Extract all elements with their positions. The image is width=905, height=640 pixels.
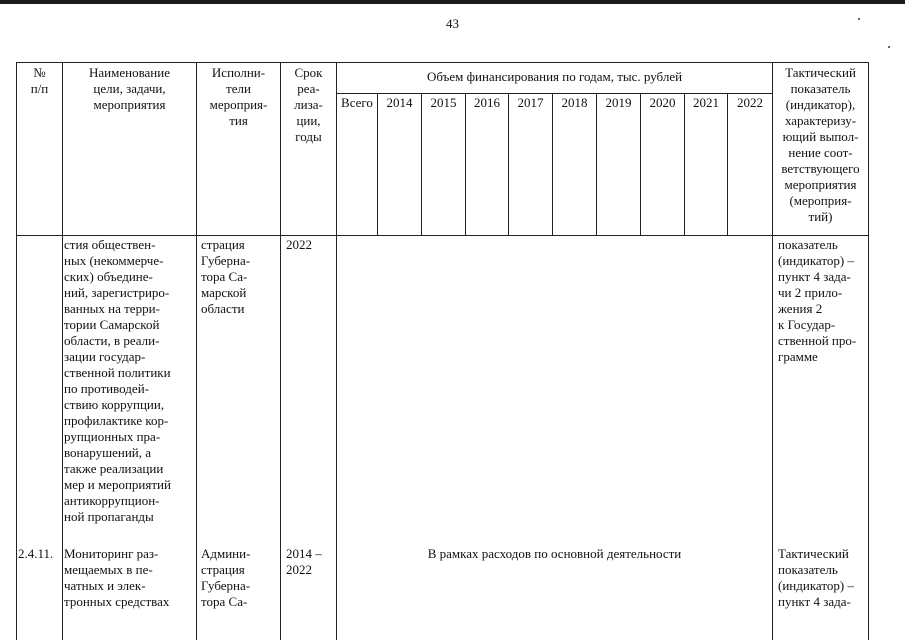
header-executors: Исполни- тели мероприя- тия xyxy=(209,65,268,128)
header-indicator: Тактический показатель (индикатор), характеризу- ющий выпол- нение соот- ветствующего мероприятия (мероприя- тий) xyxy=(781,65,860,224)
row-name-continuation: стия обществен- ных (некоммерче- ских) объедине- ний, зарегистриро- ванных на терри- тории Самарской области, в реали- зации государ- ственной политики по противодей- ствию коррупции, профилактике кор- рупционных пра- вонарушений, а также реализации мер и мероприятий антикоррупцион- ной пропаганды xyxy=(64,237,171,524)
header-year: 2017 xyxy=(517,95,544,110)
header-year: 2021 xyxy=(693,95,719,110)
header-year: 2022 xyxy=(737,95,763,110)
row-executor: Админи- страция Губерна- тора Са- xyxy=(201,546,251,609)
header-term: Срок реа- лиза- ции, годы xyxy=(294,65,323,144)
row-name: Мониторинг раз- мещаемых в пе- чатных и элек- тронных средствах xyxy=(64,546,170,609)
row-term: 2014 – 2022 xyxy=(286,546,322,577)
header-year: 2019 xyxy=(605,95,632,110)
header-name: Наименование цели, задачи, мероприятия xyxy=(89,65,170,112)
header-year: 2016 xyxy=(474,95,500,110)
header-year: 2018 xyxy=(561,95,588,110)
row-executor: страция Губерна- тора Са- марской области xyxy=(201,237,251,316)
row-financing-note: В рамках расходов по основной деятельности xyxy=(427,546,682,561)
top-border-rule xyxy=(0,0,905,4)
row-indicator: показатель (индикатор) – пункт 4 зада- чи 2 прило- жения 2 к Государ- ственной про- грамме xyxy=(778,237,857,364)
header-year: 2014 xyxy=(386,95,413,110)
header-financing-title: Объем финансирования по годам, тыс. рублей xyxy=(426,69,683,84)
page-number: 43 xyxy=(446,16,459,31)
row-term: 2022 xyxy=(286,237,312,252)
header-num: № п/п xyxy=(30,65,49,96)
header-total: Всего xyxy=(341,95,373,110)
row-indicator: Тактический показатель (индикатор) – пункт 4 зада- xyxy=(778,546,854,609)
row-number: 2.4.11. xyxy=(18,546,54,561)
header-year: 2020 xyxy=(649,95,676,110)
scan-speck xyxy=(888,46,890,48)
header-year: 2015 xyxy=(430,95,457,110)
scan-speck xyxy=(858,18,860,20)
